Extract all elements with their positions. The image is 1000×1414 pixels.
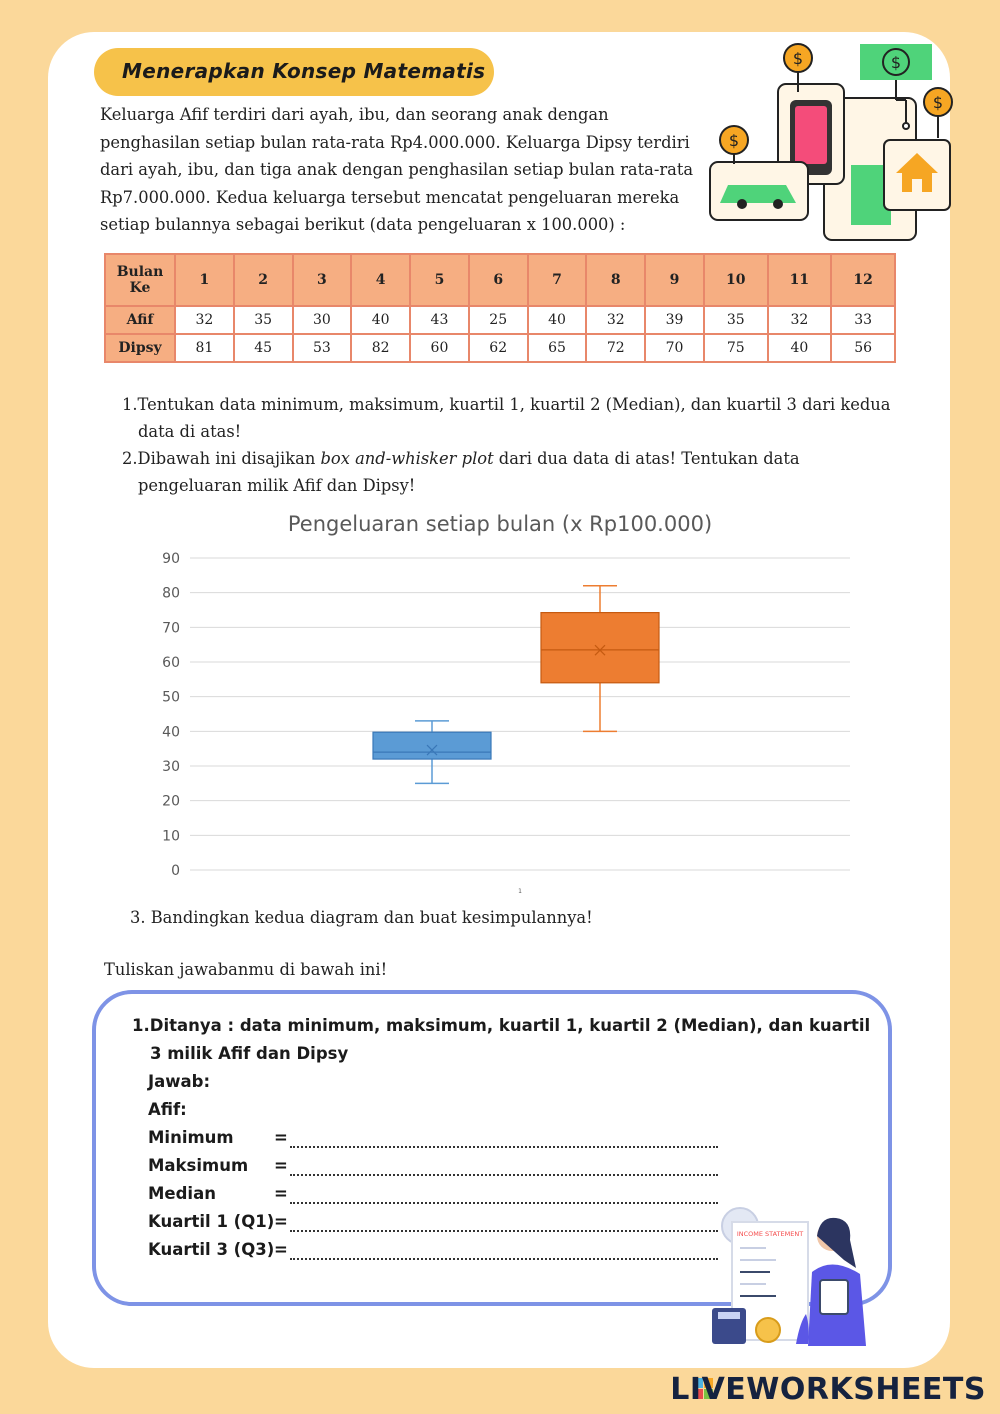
- table-cell: 60: [410, 334, 469, 362]
- y-tick-label: 90: [162, 551, 180, 567]
- table-cell: 70: [645, 334, 704, 362]
- y-tick-label: 10: [162, 828, 180, 845]
- field-minimum-label: Minimum: [148, 1128, 234, 1147]
- y-axis-ticks: [162, 551, 180, 879]
- box-whisker-chart: [150, 500, 870, 900]
- header-cell: 2: [234, 254, 293, 306]
- row-label: Dipsy: [105, 334, 175, 362]
- table-row-afif: [105, 306, 895, 334]
- chart-grid: [190, 558, 850, 870]
- table-cell: 35: [234, 306, 293, 334]
- header-cell-month: Bulan Ke: [105, 254, 175, 306]
- table-cell: 25: [469, 306, 528, 334]
- y-tick-label: 30: [162, 759, 180, 775]
- header-cell: 8: [586, 254, 645, 306]
- field-maksimum-eq: =: [274, 1156, 288, 1175]
- header-cell: 4: [351, 254, 410, 306]
- header-cell: 7: [528, 254, 587, 306]
- header-cell: 3: [293, 254, 352, 306]
- header-cell: 5: [410, 254, 469, 306]
- jawab-label: Jawab:: [148, 1072, 211, 1091]
- table-cell: 40: [768, 334, 832, 362]
- header-cell: 12: [831, 254, 895, 306]
- table-cell: 75: [704, 334, 768, 362]
- table-cell: 30: [293, 306, 352, 334]
- field-median-label: Median: [148, 1184, 216, 1203]
- chart-boxes: [373, 586, 659, 784]
- svg-text:$: $: [728, 131, 740, 150]
- y-tick-label: 50: [162, 689, 180, 706]
- chart-title: Pengeluaran setiap bulan (x Rp100.000): [287, 512, 713, 536]
- table-cell: 45: [234, 334, 293, 362]
- table-cell: 32: [768, 306, 832, 334]
- expense-table: [104, 253, 896, 363]
- brand-wordmark: LIVEWORKSHEETS: [670, 1372, 986, 1407]
- table-cell: 40: [351, 306, 410, 334]
- answer-question-line1: 1.Ditanya : data minimum, maksimum, kuartil 1, kuartil 2 (Median), dan kuartil: [132, 1016, 871, 1035]
- table-cell: 32: [586, 306, 645, 334]
- table-cell: 65: [528, 334, 587, 362]
- header-cell: 11: [768, 254, 832, 306]
- table-cell: 32: [175, 306, 234, 334]
- row-label: Afif: [105, 306, 175, 334]
- x-tick-label: 1: [518, 888, 522, 895]
- y-tick-label: 20: [162, 793, 180, 810]
- q3-answer-line[interactable]: [290, 1244, 718, 1260]
- field-minimum-eq: =: [274, 1128, 288, 1147]
- question-3: 3. Bandingkan kedua diagram dan buat kesimpulannya!: [130, 908, 593, 927]
- table-cell: 33: [831, 306, 895, 334]
- question-1: 1.Tentukan data minimum, maksimum, kuartil 1, kuartil 2 (Median), dan kuartil 3 dari kedua data di atas!: [122, 395, 891, 441]
- table-cell: 35: [704, 306, 768, 334]
- table-cell: 43: [410, 306, 469, 334]
- header-cell: 1: [175, 254, 234, 306]
- coin-icon: [756, 1318, 780, 1342]
- income-statement-label: INCOME STATEMENT: [736, 1230, 804, 1238]
- iqr-box: [373, 732, 491, 759]
- clipboard-icon: [820, 1280, 848, 1314]
- field-maksimum-label: Maksimum: [148, 1156, 249, 1175]
- field-median-eq: =: [274, 1184, 288, 1203]
- q1-answer-line[interactable]: [290, 1216, 718, 1232]
- table-header-row: [105, 254, 895, 306]
- question-2: 2.Dibawah ini disajikan box and-whisker plot dari dua data di atas! Tentukan data pengeluaran milik Afif dan Dipsy!: [122, 449, 800, 495]
- section-title: Menerapkan Konsep Matematis: [122, 59, 486, 83]
- income-statement-illustration: [710, 1196, 900, 1352]
- y-tick-label: 60: [162, 655, 180, 671]
- median-answer-line[interactable]: [290, 1188, 718, 1204]
- answer-question-line2: 3 milik Afif dan Dipsy: [150, 1044, 349, 1063]
- field-q1-eq: =: [274, 1212, 288, 1231]
- iqr-box: [541, 613, 659, 683]
- box-dipsy: [541, 586, 659, 732]
- y-tick-label: 80: [162, 585, 180, 602]
- table-cell: 53: [293, 334, 352, 362]
- svg-text:$: $: [932, 93, 944, 112]
- section-title-pill: [94, 48, 494, 96]
- header-cell: 10: [704, 254, 768, 306]
- afif-label: Afif:: [148, 1100, 187, 1119]
- table-cell: 82: [351, 334, 410, 362]
- svg-text:$: $: [890, 53, 902, 72]
- minimum-answer-line[interactable]: [290, 1132, 718, 1148]
- question-1-text: Tentukan data minimum, maksimum, kuartil 1, kuartil 2 (Median), dan kuartil 3 dari kedua: [137, 395, 891, 414]
- field-q1-label: Kuartil 1 (Q1): [148, 1212, 275, 1231]
- table-cell: 72: [586, 334, 645, 362]
- header-cell: 9: [645, 254, 704, 306]
- field-q3-eq: =: [274, 1240, 288, 1259]
- table-cell: 62: [469, 334, 528, 362]
- header-cell: 6: [469, 254, 528, 306]
- y-tick-label: 0: [171, 863, 180, 879]
- finance-illustration: [706, 40, 966, 250]
- intro-paragraph: Keluarga Afif terdiri dari ayah, ibu, dan seorang anak dengan penghasilan setiap bulan rata-rata Rp4.000.000. Keluarga Dipsy terdiri dari ayah, ibu, dan tiga anak dengan penghasilan setiap bulan rata-rata Rp7.000.000. Kedua keluarga tersebut mencatat pengeluaran mereka setiap bulannya sebagai berikut (data pengeluaran x 100.000) :: [100, 105, 694, 234]
- table-cell: 40: [528, 306, 587, 334]
- table-cell: 81: [175, 334, 234, 362]
- box-afif: [373, 721, 491, 783]
- y-tick-label: 70: [162, 620, 180, 637]
- maksimum-answer-line[interactable]: [290, 1160, 718, 1176]
- answer-instruction: Tuliskan jawabanmu di bawah ini!: [104, 960, 388, 979]
- table-cell: 56: [831, 334, 895, 362]
- table-row-dipsy: [105, 334, 895, 362]
- svg-text:$: $: [792, 49, 804, 68]
- y-tick-label: 40: [162, 724, 180, 741]
- car-icon: [720, 185, 796, 203]
- table-cell: 39: [645, 306, 704, 334]
- field-q3-label: Kuartil 3 (Q3): [148, 1240, 275, 1259]
